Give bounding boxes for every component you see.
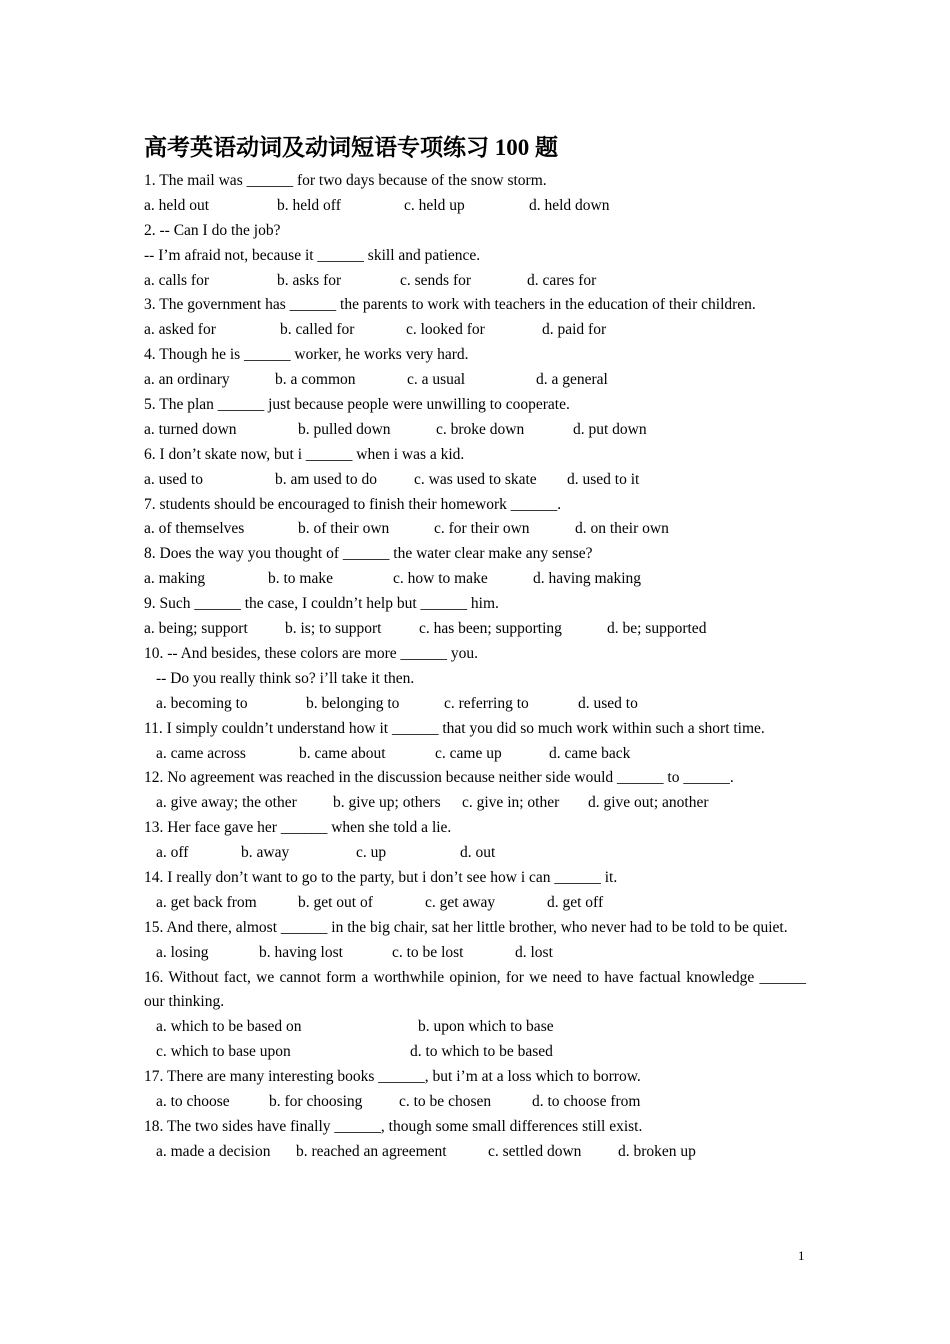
option-c: c. referring to (444, 694, 529, 712)
option-a: a. held out (144, 196, 209, 214)
option-d: d. get off (547, 893, 604, 911)
option-c: c. was used to skate (414, 470, 537, 488)
option-d: d. to which to be based (410, 1043, 553, 1061)
question-16: 16. Without fact, we cannot form a worthwhile opinion, for we need to have factual knowledge ______ our thinking. (144, 968, 806, 1011)
page-number: 1 (798, 1248, 805, 1263)
option-d: d. lost (515, 943, 553, 961)
question-1: 1. The mail was ______ for two days because of the snow storm. (144, 172, 547, 189)
question-10-line-2: -- Do you really think so? i’ll take it then. (156, 669, 415, 687)
option-c: c. which to base upon (156, 1043, 291, 1061)
option-d: d. used to it (567, 470, 640, 488)
option-a: a. came across (156, 744, 246, 762)
option-d: d. be; supported (607, 620, 707, 638)
option-a: a. made a decision (156, 1142, 271, 1160)
question-14-options (144, 891, 806, 916)
question-10-options (144, 692, 806, 717)
question-6: 6. I don’t skate now, but i ______ when i was a kid. (144, 445, 465, 463)
question-1-options (144, 194, 806, 219)
option-b: b. to make (268, 570, 333, 588)
question-7: 7. students should be encouraged to finish their homework ______. (144, 495, 562, 513)
option-c: c. has been; supporting (419, 620, 562, 638)
option-b: b. having lost (259, 943, 343, 961)
option-b: b. am used to do (275, 470, 378, 488)
question-8: 8. Does the way you thought of ______ the water clear make any sense? (144, 545, 593, 563)
option-c: c. broke down (436, 420, 525, 438)
option-d: d. put down (573, 420, 647, 438)
option-d: d. paid for (542, 321, 607, 339)
option-d: d. cares for (527, 271, 597, 289)
question-4: 4. Though he is ______ worker, he works very hard. (144, 346, 469, 364)
option-c: c. up (356, 844, 387, 862)
option-c: c. get away (425, 893, 496, 911)
option-c: c. came up (435, 744, 502, 762)
question-13-options (144, 841, 806, 866)
option-d: d. on their own (575, 520, 669, 538)
question-14: 14. I really don’t want to go to the party, but i don’t see how i can ______ it. (144, 868, 618, 886)
question-2-options (144, 269, 806, 294)
option-c: c. how to make (393, 570, 488, 588)
option-b: b. came about (299, 744, 386, 762)
question-11-options (144, 742, 806, 767)
option-a: a. becoming to (156, 694, 248, 712)
question-9: 9. Such ______ the case, I couldn’t help but ______ him. (144, 595, 499, 613)
option-b: b. give up; others (333, 794, 441, 812)
option-d: d. a general (536, 371, 608, 389)
option-a: a. losing (156, 943, 209, 961)
option-a: a. an ordinary (144, 371, 230, 389)
option-d: d. used to (578, 694, 638, 712)
option-a: a. of themselves (144, 520, 245, 538)
option-b: b. upon which to base (418, 1018, 554, 1036)
option-c: c. to be chosen (399, 1093, 492, 1111)
question-4-options (144, 368, 806, 393)
option-a: a. get back from (156, 893, 257, 911)
question-8-options (144, 567, 806, 592)
question-11: 11. I simply couldn’t understand how it ______ that you did so much work within such a short time. (144, 719, 765, 737)
option-d: d. give out; another (588, 794, 709, 812)
option-b: b. belonging to (306, 694, 400, 712)
question-9-options (144, 617, 806, 642)
question-16-options-row-2 (144, 1040, 806, 1065)
option-c: c. sends for (400, 271, 472, 289)
option-b: b. a common (275, 371, 356, 389)
option-b: b. reached an agreement (296, 1142, 447, 1160)
option-d: d. having making (533, 570, 642, 588)
question-6-options (144, 468, 806, 493)
question-12: 12. No agreement was reached in the discussion because neither side would ______ to ______. (144, 769, 734, 787)
option-d: d. out (460, 844, 496, 862)
question-13: 13. Her face gave her ______ when she told a lie. (144, 819, 452, 837)
question-10: 10. -- And besides, these colors are more ______ you. (144, 644, 479, 662)
option-a: a. being; support (144, 620, 248, 638)
option-b: b. held off (277, 196, 341, 214)
option-b: b. get out of (298, 893, 373, 911)
question-7-options (144, 517, 806, 542)
option-c: c. held up (404, 196, 465, 214)
option-b: b. pulled down (298, 420, 391, 438)
question-18: 18. The two sides have finally ______, though some small differences still exist. (144, 1117, 643, 1135)
option-b: b. called for (280, 321, 355, 339)
option-b: b. is; to support (285, 620, 382, 638)
question-18-options (144, 1140, 806, 1165)
option-b: b. for choosing (269, 1093, 363, 1111)
question-2: 2. -- Can I do the job? (144, 221, 281, 239)
option-a: a. used to (144, 470, 203, 488)
question-15: 15. And there, almost ______ in the big chair, sat her little brother, who never had to be told to be quiet. (144, 918, 788, 936)
question-5: 5. The plan ______ just because people were unwilling to cooperate. (144, 396, 570, 414)
question-2-line-2: -- I’m afraid not, because it ______ skill and patience. (144, 246, 481, 264)
question-12-options (144, 791, 806, 816)
option-c: c. settled down (488, 1142, 582, 1160)
option-c: c. give in; other (462, 794, 560, 812)
option-c: c. a usual (407, 371, 466, 389)
option-a: a. which to be based on (156, 1018, 302, 1036)
question-17: 17. There are many interesting books ______, but i’m at a loss which to borrow. (144, 1068, 641, 1086)
option-a: a. calls for (144, 271, 209, 289)
option-a: a. turned down (144, 420, 237, 438)
question-3: 3. The government has ______ the parents to work with teachers in the education of their children. (144, 296, 756, 314)
option-c: c. looked for (406, 321, 485, 339)
option-a: a. asked for (144, 321, 216, 339)
option-a: a. to choose (156, 1093, 230, 1111)
option-a: a. off (156, 844, 189, 862)
document-page (144, 130, 806, 1165)
option-a: a. give away; the other (156, 794, 297, 812)
option-b: b. of their own (298, 520, 390, 538)
option-c: c. to be lost (392, 943, 464, 961)
option-b: b. away (241, 844, 290, 862)
question-5-options (144, 418, 806, 443)
document-title: 高考英语动词及动词短语专项练习 100 题 (144, 135, 558, 160)
question-16-options-row-1 (144, 1015, 806, 1040)
question-17-options (144, 1090, 806, 1115)
option-d: d. broken up (618, 1142, 696, 1160)
option-d: d. came back (549, 744, 631, 762)
question-3-options (144, 318, 806, 343)
option-b: b. asks for (277, 271, 342, 289)
option-d: d. held down (529, 196, 610, 214)
option-d: d. to choose from (532, 1093, 641, 1111)
option-a: a. making (144, 570, 206, 588)
question-15-options (144, 941, 806, 966)
option-c: c. for their own (434, 520, 530, 538)
